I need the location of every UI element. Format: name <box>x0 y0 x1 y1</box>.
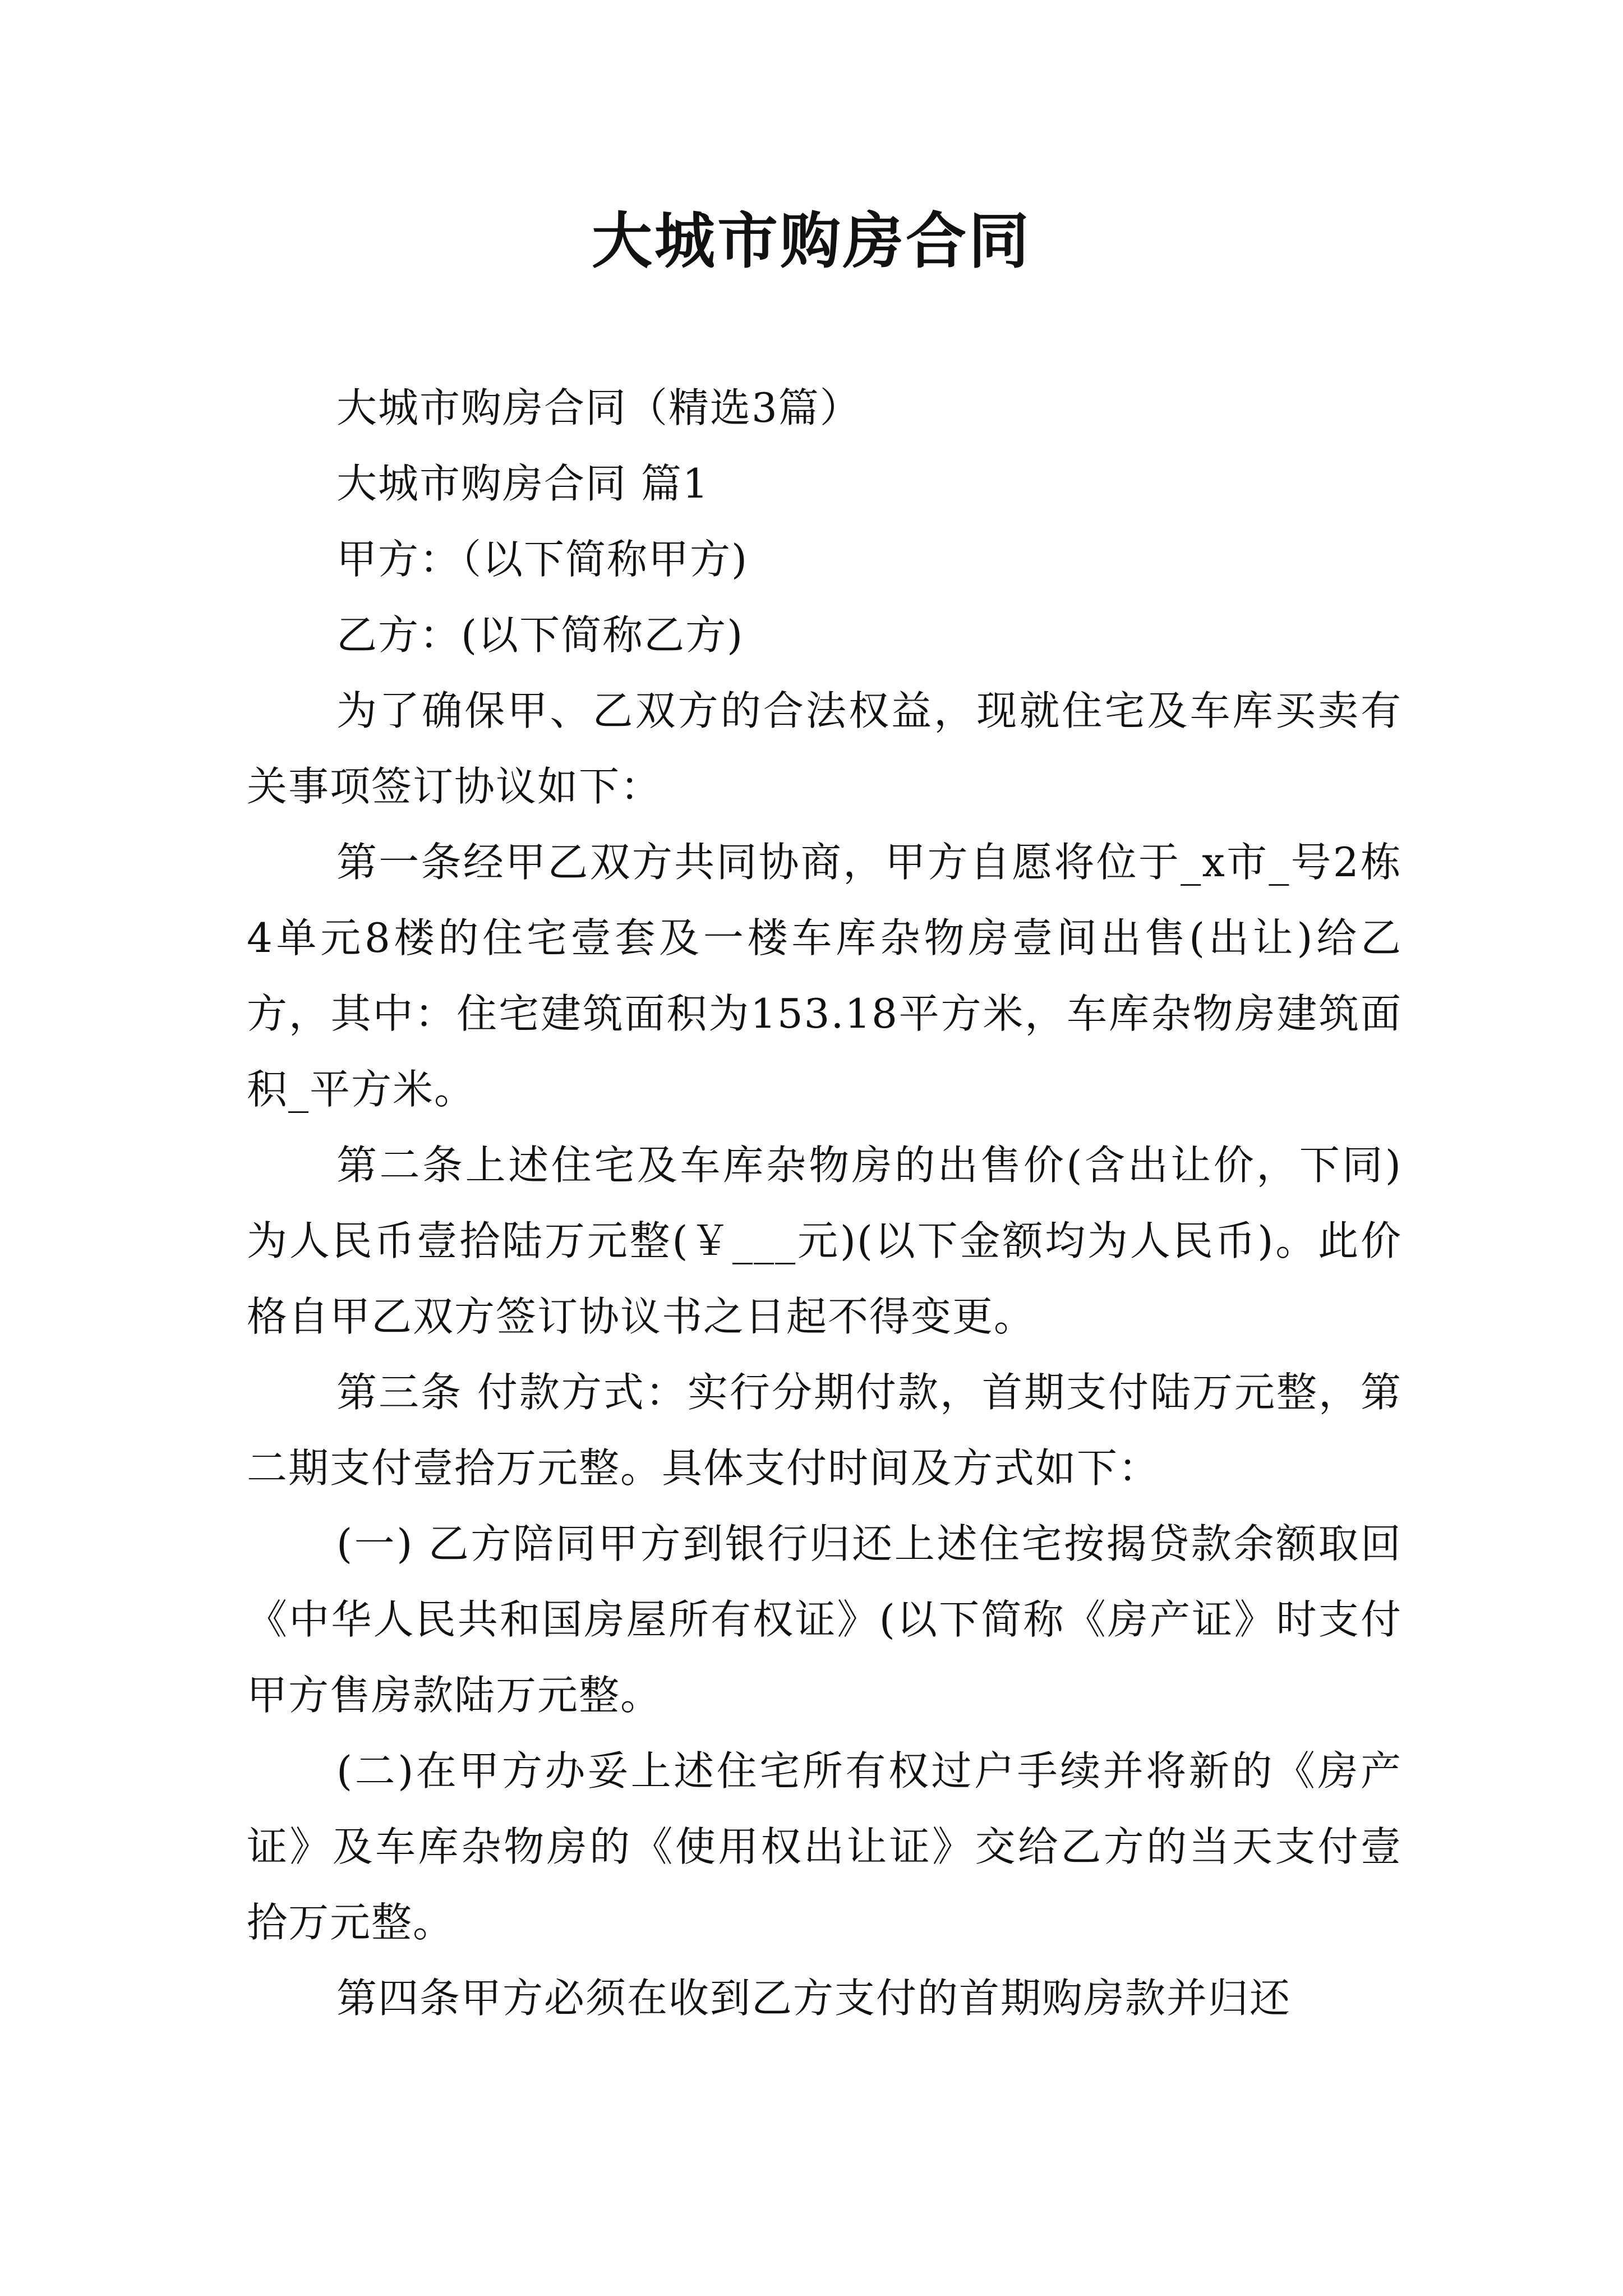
paragraph-article-3-item-1: (一) 乙方陪同甲方到银行归还上述住宅按揭贷款余额取回《中华人民共和国房屋所有权证》(以下简称《房产证》时支付甲方售房款陆万元整。 <box>247 1520 1402 1719</box>
paragraph-article-1: 第一条经甲乙双方共同协商，甲方自愿将位于_x市_号2栋4单元8楼的住宅壹套及一楼车库杂物房壹间出售(出让)给乙方，其中：住宅建筑面积为153.18平方米，车库杂物房建筑面积_平方米。 <box>247 839 1402 1113</box>
paragraph-article-3-item-2: (二)在甲方办妥上述住宅所有权过户手续并将新的《房产证》及车库杂物房的《使用权出让证》交给乙方的当天支付壹拾万元整。 <box>247 1747 1402 1946</box>
paragraph-subtitle: 大城市购房合同（精选3篇） <box>336 384 861 431</box>
paragraph-party-b: 乙方：(以下简称乙方) <box>336 611 744 659</box>
paragraph-article-3: 第三条 付款方式：实行分期付款，首期支付陆万元整，第二期支付壹拾万元整。具体支付时间及方式如下： <box>247 1369 1402 1492</box>
paragraph-preamble: 为了确保甲、乙双方的合法权益，现就住宅及车库买卖有关事项签订协议如下： <box>247 687 1402 810</box>
paragraph-party-a: 甲方：（以下简称甲方) <box>336 536 749 583</box>
document-title: 大城市购房合同 <box>591 206 1031 277</box>
paragraph-article-4: 第四条甲方必须在收到乙方支付的首期购房款并归还 <box>336 1975 1292 2022</box>
paragraph-section-heading: 大城市购房合同 篇1 <box>336 460 709 507</box>
paragraph-article-2: 第二条上述住宅及车库杂物房的出售价(含出让价，下同)为人民币壹拾陆万元整(￥___元)(以下金额均为人民币)。此价格自甲乙双方签订协议书之日起不得变更。 <box>247 1142 1402 1340</box>
document-body <box>247 370 1402 2036</box>
